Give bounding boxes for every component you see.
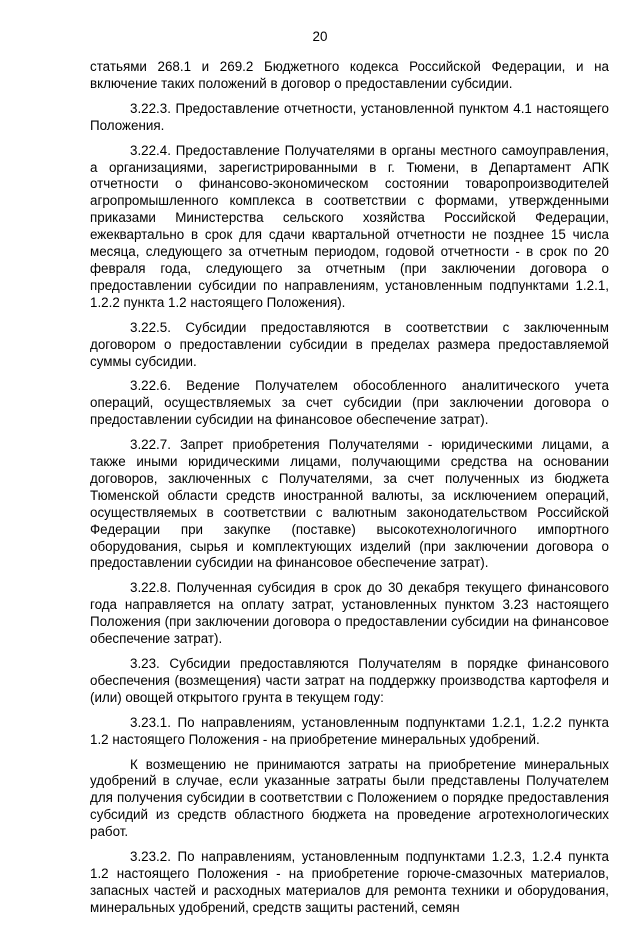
paragraph-continuation: статьями 268.1 и 269.2 Бюджетного кодекса Российской Федерации, и на включение таких положений в договор о предоставлении субсидии.	[90, 59, 609, 91]
paragraph-3-22-3: 3.22.3. Предоставление отчетности, установленной пунктом 4.1 настоящего Положения.	[90, 100, 609, 133]
paragraph-3-22-5: 3.22.5. Субсидии предоставляются в соответствии с заключенным договором о предоставлении субсидии в пределах размера предоставляемой суммы субсидии.	[90, 319, 609, 369]
paragraph-exclusion-note: К возмещению не принимаются затраты на приобретение минеральных удобрений в случае, если указанные затраты были представлены Получателем для получения субсидии в соответствии с Положением о порядке предоставления субсидий из средств областного бюджета на проведение агротехнологических работ.	[90, 756, 609, 840]
document-body	[90, 59, 609, 925]
paragraph-3-22-4: 3.22.4. Предоставление Получателями в органы местного самоуправления, а организациями, зарегистрированными в г. Тюмени, в Департамент АПК отчетности о финансово-экономическом состоянии товаропроизводителей агропромышленного комплекса в соответствии с формами, утвержденными приказами Министерства сельского хозяйства Российской Федерации, ежеквартально в срок для сдачи квартальной отчетности не позднее 15 числа месяца, следующего за отчетным периодом, годовой отчетности - в срок по 20 февраля года, следующего за отчетным (при заключении договора о предоставлении субсидии по направлениям, установленным подпунктами 1.2.1, 1.2.2 пункта 1.2 настоящего Положения).	[90, 142, 609, 310]
page-number: 20	[312, 29, 328, 44]
paragraph-3-23: 3.23. Субсидии предоставляются Получателям в порядке финансового обеспечения (возмещения) части затрат на поддержку производства картофеля и (или) овощей открытого грунта в текущем году:	[90, 656, 609, 705]
paragraph-3-23-1: 3.23.1. По направлениям, установленным подпунктами 1.2.1, 1.2.2 пункта 1.2 настоящего Положения - на приобретение минеральных удобрений.	[90, 714, 609, 747]
paragraph-3-22-6: 3.22.6. Ведение Получателем обособленного аналитического учета операций, осуществляемых за счет субсидии (при заключении договора о предоставлении субсидии на финансовое обеспечение затрат).	[90, 378, 609, 428]
paragraph-3-23-2: 3.23.2. По направлениям, установленным подпунктами 1.2.3, 1.2.4 пункта 1.2 настоящего Положения - на приобретение горюче-смазочных материалов, запасных частей и расходных материалов для ремонта техники и оборудования, минеральных удобрений, средств защиты растений, семян	[90, 849, 609, 915]
paragraph-3-22-7: 3.22.7. Запрет приобретения Получателями - юридическими лицами, а также иными юридическими лицами, получающими средства на основании договоров, заключенных с Получателями, за счет полученных из бюджета Тюменской области средств иностранной валюты, за исключением операций, осуществляемых в соответствии с валютным законодательством Российской Федерации при закупке (поставке) высокотехнологичного импортного оборудования, сырья и комплектующих изделий (при заключении договора о предоставлении субсидии на финансовое обеспечение затрат).	[90, 437, 609, 571]
paragraph-3-22-8: 3.22.8. Полученная субсидия в срок до 30 декабря текущего финансового года направляется на оплату затрат, установленных пунктом 3.23 настоящего Положения (при заключении договора о предоставлении субсидии на финансовое обеспечение затрат).	[90, 580, 609, 647]
